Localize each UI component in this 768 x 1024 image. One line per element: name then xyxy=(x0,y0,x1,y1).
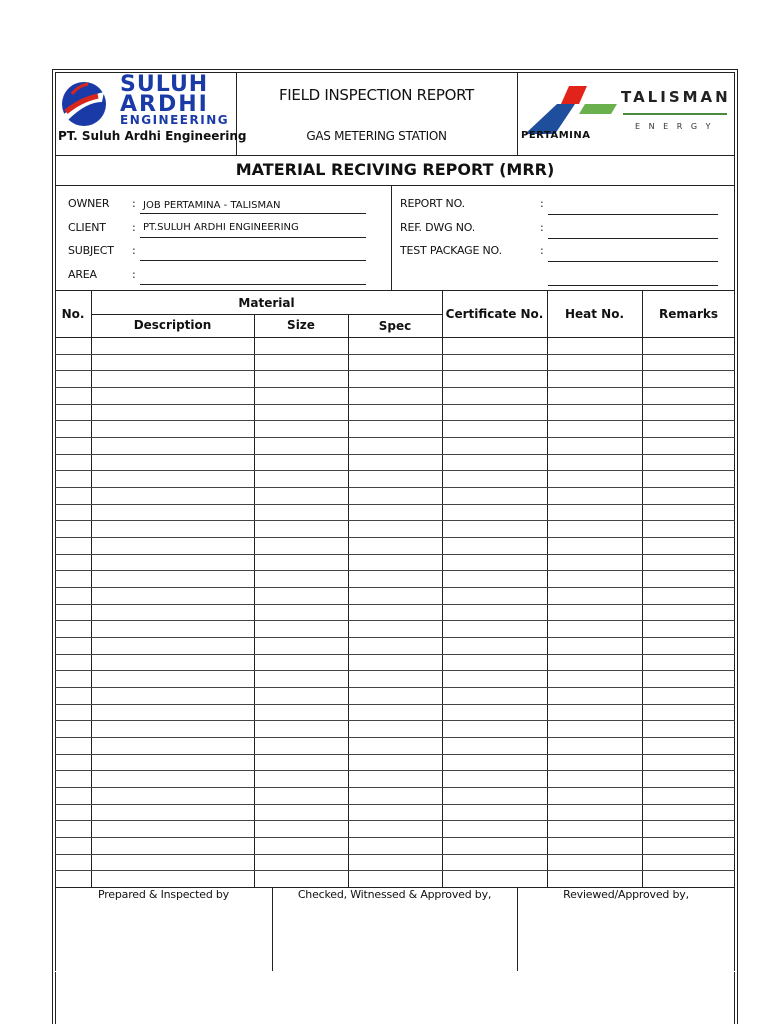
table-row[interactable] xyxy=(55,637,735,638)
subject-underline xyxy=(140,260,366,261)
extra-underline xyxy=(548,285,718,286)
signature-checked-label: Checked, Witnessed & Approved by, xyxy=(297,888,492,901)
table-row[interactable] xyxy=(55,687,735,688)
table-row[interactable] xyxy=(55,554,735,555)
col-line-spec xyxy=(442,291,443,888)
report-title: FIELD INSPECTION REPORT xyxy=(278,86,475,104)
table-row[interactable] xyxy=(55,720,735,721)
table-row[interactable] xyxy=(55,437,735,438)
talisman-energy: E N E R G Y xyxy=(635,122,714,131)
table-row[interactable] xyxy=(55,787,735,788)
ref-dwg-colon: : xyxy=(540,221,544,234)
material-subheader-rule xyxy=(91,314,442,315)
table-row[interactable] xyxy=(55,370,735,371)
area-colon: : xyxy=(132,268,136,281)
table-row[interactable] xyxy=(55,520,735,521)
station-name: GAS METERING STATION xyxy=(306,129,447,143)
form-title: MATERIAL RECIVING REPORT (MRR) xyxy=(235,160,555,179)
report-no-underline xyxy=(548,214,718,215)
table-row[interactable] xyxy=(55,470,735,471)
col-line-description xyxy=(254,314,255,888)
talisman-wordmark: TALISMAN xyxy=(621,88,731,106)
ref-dwg-underline xyxy=(548,238,718,239)
area-label: AREA xyxy=(68,268,97,281)
table-row[interactable] xyxy=(55,870,735,871)
table-row[interactable] xyxy=(55,604,735,605)
col-line-heat xyxy=(642,291,643,888)
subject-colon: : xyxy=(132,244,136,257)
col-header-no: No. xyxy=(61,307,85,321)
client-colon: : xyxy=(132,221,136,234)
table-row[interactable] xyxy=(55,504,735,505)
header-bottom-rule xyxy=(55,155,735,156)
table-row[interactable] xyxy=(55,620,735,621)
client-value[interactable]: PT.SULUH ARDHI ENGINEERING xyxy=(143,222,299,233)
talisman-underline xyxy=(623,113,727,115)
signature-box-prepared[interactable] xyxy=(56,905,271,971)
table-row[interactable] xyxy=(55,804,735,805)
page-cut xyxy=(55,971,735,972)
table-row[interactable] xyxy=(55,854,735,855)
pertamina-wordmark: PERTAMINA xyxy=(521,130,591,141)
col-header-spec: Spec xyxy=(378,319,412,333)
signature-box-checked[interactable] xyxy=(273,905,516,971)
table-row[interactable] xyxy=(55,387,735,388)
col-header-remarks: Remarks xyxy=(658,307,719,321)
col-line-certificate xyxy=(547,291,548,888)
table-row[interactable] xyxy=(55,737,735,738)
table-row[interactable] xyxy=(55,570,735,571)
table-row[interactable] xyxy=(55,770,735,771)
table-row[interactable] xyxy=(55,837,735,838)
col-header-size: Size xyxy=(287,318,315,332)
table-row[interactable] xyxy=(55,654,735,655)
report-no-label: REPORT NO. xyxy=(400,197,465,210)
header-divider-right xyxy=(517,72,518,155)
info-divider xyxy=(391,186,392,290)
owner-colon: : xyxy=(132,197,136,210)
col-header-material: Material xyxy=(238,296,295,310)
col-header-heat: Heat No. xyxy=(564,307,625,321)
suluh-logo-line-3: ENGINEERING xyxy=(120,113,230,127)
test-package-label: TEST PACKAGE NO. xyxy=(400,244,502,257)
table-row[interactable] xyxy=(55,537,735,538)
table-header-bottom-rule xyxy=(55,337,735,338)
suluh-ardhi-logo xyxy=(58,74,236,132)
signature-reviewed-label: Reviewed/Approved by, xyxy=(563,888,689,901)
table-row[interactable] xyxy=(55,454,735,455)
info-bottom-rule xyxy=(55,290,735,291)
owner-underline xyxy=(140,213,366,214)
report-no-colon: : xyxy=(540,197,544,210)
client-underline xyxy=(140,237,366,238)
client-label: CLIENT xyxy=(68,221,106,234)
table-row[interactable] xyxy=(55,404,735,405)
owner-value[interactable]: JOB PERTAMINA - TALISMAN xyxy=(143,200,281,211)
table-row[interactable] xyxy=(55,670,735,671)
col-header-certificate: Certificate No. xyxy=(445,307,544,321)
test-package-underline xyxy=(548,261,718,262)
title-bottom-rule xyxy=(55,185,735,186)
table-row[interactable] xyxy=(55,354,735,355)
table-row[interactable] xyxy=(55,487,735,488)
subject-label: SUBJECT xyxy=(68,244,114,257)
col-line-size xyxy=(348,314,349,888)
suluh-logo-line-2: ARDHI xyxy=(120,92,209,117)
area-underline xyxy=(140,284,366,285)
pertamina-talisman-logo xyxy=(519,74,733,154)
table-row[interactable] xyxy=(55,420,735,421)
col-header-description: Description xyxy=(133,318,212,332)
table-row[interactable] xyxy=(55,704,735,705)
test-package-colon: : xyxy=(540,244,544,257)
company-name: PT. Suluh Ardhi Engineering xyxy=(58,129,247,143)
table-row[interactable] xyxy=(55,754,735,755)
ref-dwg-label: REF. DWG NO. xyxy=(400,221,476,234)
signature-prepared-label: Prepared & Inspected by xyxy=(97,888,229,901)
table-row[interactable] xyxy=(55,820,735,821)
signature-box-reviewed[interactable] xyxy=(518,905,734,971)
col-line-no xyxy=(91,291,92,888)
table-row[interactable] xyxy=(55,587,735,588)
owner-label: OWNER xyxy=(68,197,110,210)
suluh-logo-line-1: SULUH xyxy=(120,72,209,97)
